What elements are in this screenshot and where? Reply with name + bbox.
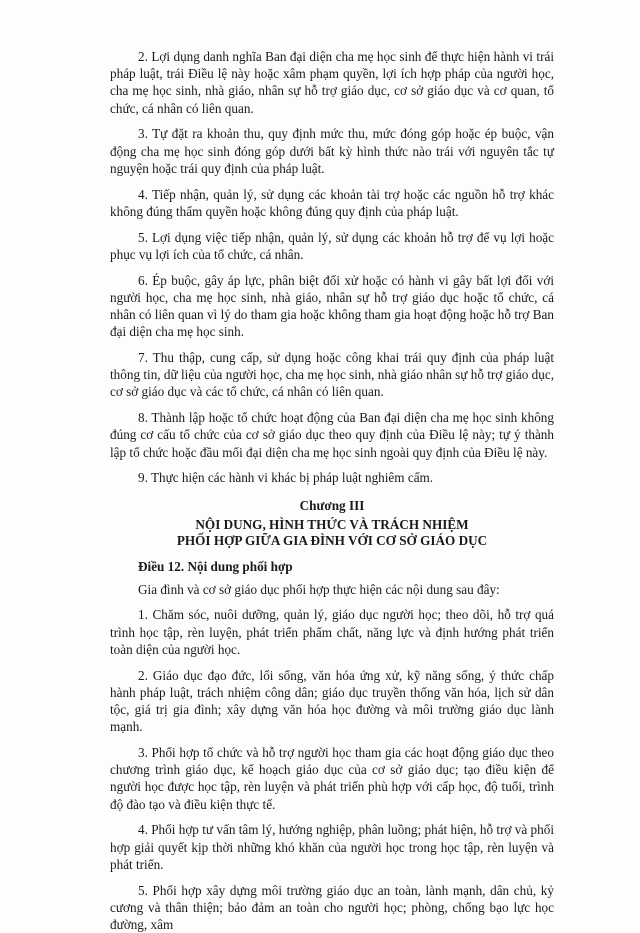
list-item: 7. Thu thập, cung cấp, sử dụng hoặc công khai trái quy định của pháp luật thông tin, dữ liệu của người học, cha mẹ học sinh, nhà giáo nhân sự hỗ trợ giáo dục, cơ sở giáo dục và các tổ chức, cá nhân có liên quan. [110,350,554,400]
list-item: 5. Phối hợp xây dựng môi trường giáo dục an toàn, lành mạnh, dân chủ, kỷ cương và thân thiện; bảo đảm an toàn cho người học; phòng, chống bạo lực học đường, xâm [110,882,554,933]
prohibited-acts-list [110,48,554,487]
article-items-list [110,606,554,933]
list-item: 8. Thành lập hoặc tổ chức hoạt động của Ban đại diện cha mẹ học sinh không đúng cơ cấu tổ chức của cơ sở giáo dục theo quy định của Điều lệ này; tự ý thành lập tổ chức hoặc đầu mối đại diện cha mẹ học sinh ngoài quy định của Điều lệ này. [110,410,554,460]
list-item: 9. Thực hiện các hành vi khác bị pháp luật nghiêm cấm. [138,470,434,486]
list-item: 6. Ép buộc, gây áp lực, phân biệt đối xử hoặc có hành vi gây bất lợi đối với người học, cha mẹ học sinh, nhà giáo, nhân sự hỗ trợ giáo dục hoặc tổ chức, cá nhân có liên quan vì lý do tham gia hoặc không tham gia hoạt động hoặc hỗ trợ Ban đại diện cha mẹ học sinh. [110,272,554,340]
chapter-title-line-1: NỘI DUNG, HÌNH THỨC VÀ TRÁCH NHIỆM [195,516,469,532]
list-item: 3. Tự đặt ra khoản thu, quy định mức thu, mức đóng góp hoặc ép buộc, vận động cha mẹ học sinh đóng góp dưới bất kỳ hình thức nào trái với nguyên tắc tự nguyện hoặc trái quy định của pháp luật. [110,126,554,176]
list-item: 4. Tiếp nhận, quản lý, sử dụng các khoản tài trợ hoặc các nguồn hỗ trợ khác không đúng thẩm quyền hoặc không đúng quy định của pháp luật. [110,186,554,219]
chapter-label: Chương III [299,497,365,513]
article-title: Điều 12. Nội dung phối hợp [138,558,293,574]
list-item: 5. Lợi dụng việc tiếp nhận, quản lý, sử dụng các khoản hỗ trợ để vụ lợi hoặc phục vụ lợi ích của tổ chức, cá nhân. [110,229,554,262]
list-item: 4. Phối hợp tư vấn tâm lý, hướng nghiệp, phân luồng; phát hiện, hỗ trợ và phối hợp giải quyết kịp thời những khó khăn của người học trong học tập, rèn luyện và phát triển. [110,822,554,872]
list-item: 2. Giáo dục đạo đức, lối sống, văn hóa ứng xử, kỹ năng sống, ý thức chấp hành pháp luật, trách nhiệm công dân; giáo dục truyền thống văn hóa, lịch sử dân tộc, giá trị gia đình; xây dựng văn hóa học đường và môi trường giáo dục lành mạnh. [110,667,554,735]
list-item: 3. Phối hợp tổ chức và hỗ trợ người học tham gia các hoạt động giáo dục theo chương trình giáo dục, kế hoạch giáo dục của cơ sở giáo dục; tạo điều kiện để người học được học tập, rèn luyện và phát triển phù hợp với cấp học, độ tuổi, trình độ đào tạo và điều kiện thực tế. [110,745,554,812]
list-item: 2. Lợi dụng danh nghĩa Ban đại diện cha mẹ học sinh để thực hiện hành vi trái pháp luật, trái Điều lệ này hoặc xâm phạm quyền, lợi ích hợp pháp của người học, cha mẹ học sinh, nhà giáo, nhân sự hỗ trợ giáo dục, cơ sở giáo dục và cơ quan, tổ chức, cá nhân có liên quan. [110,49,554,116]
list-item: 1. Chăm sóc, nuôi dưỡng, quản lý, giáo dục người học; theo dõi, hỗ trợ quá trình học tập, rèn luyện, phát triển phẩm chất, năng lực và định hướng phát triển toàn diện của người học. [110,607,554,657]
article-intro: Gia đình và cơ sở giáo dục phối hợp thực hiện các nội dung sau đây: [138,581,500,597]
chapter-title-line-2: PHỐI HỢP GIỮA GIA ĐÌNH VỚI CƠ SỞ GIÁO DỤC [176,533,488,549]
